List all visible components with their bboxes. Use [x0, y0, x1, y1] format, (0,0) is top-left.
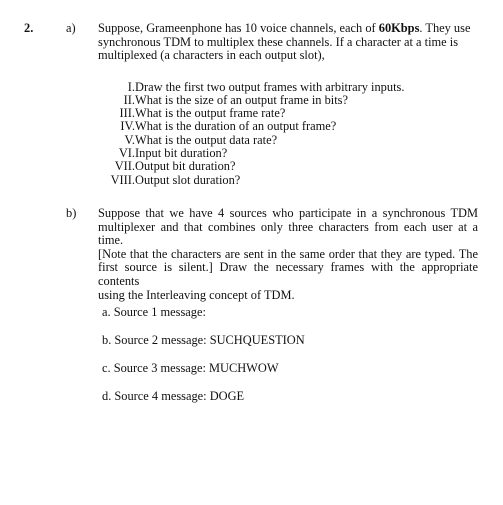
roman-numeral: VIII. [110, 173, 135, 187]
source-2-message: b. Source 2 message: SUCHQUESTION [102, 333, 305, 347]
question-number: 2. [24, 21, 34, 35]
roman-numeral: VI. [118, 146, 135, 160]
item-text: Draw the first two output frames with arbitrary inputs. [135, 80, 405, 94]
part-a-line-1: Suppose, Grameenphone has 10 voice channels, each of 60Kbps. They use [98, 21, 471, 35]
roman-numeral: II. [123, 93, 135, 107]
roman-numeral: I. [127, 80, 135, 94]
part-b-line-4: first source is silent.] Draw the necessary frames with the appropriate contents [98, 260, 478, 288]
source-4-message: d. Source 4 message: DOGE [102, 389, 245, 403]
item-text: Input bit duration? [135, 146, 228, 160]
item-text: What is the duration of an output frame? [135, 119, 337, 133]
part-b-label: b) [66, 206, 77, 220]
item-text: What is the output frame rate? [135, 106, 286, 120]
roman-numeral: V. [124, 133, 135, 147]
item-text: What is the size of an output frame in bits? [135, 93, 348, 107]
item-text: Output bit duration? [135, 159, 236, 173]
part-b-line-2: multiplexer and that combines only three characters from each user at a time. [98, 219, 478, 248]
part-a-paragraph [98, 22, 478, 63]
part-b-line-1: Suppose that we have 4 sources who participate in a synchronous TDM [98, 206, 478, 220]
part-a-line-2: synchronous TDM to multiplex these channels. If a character at a time is [98, 34, 459, 49]
item-text: What is the output data rate? [135, 133, 278, 147]
item-text: Output slot duration? [135, 173, 241, 187]
roman-numeral: VII. [114, 159, 135, 173]
source-1-message: a. Source 1 message: [102, 305, 206, 319]
roman-numeral: IV. [120, 119, 135, 133]
part-b-line-5: using the Interleaving concept of TDM. [98, 287, 295, 302]
part-b-paragraph [98, 207, 478, 302]
part-a-line-3: multiplexed (a characters in each output slot), [98, 48, 325, 63]
roman-numeral: III. [119, 106, 135, 120]
part-b-line-3: [Note that the characters are sent in the same order that they are typed. The [98, 246, 478, 261]
source-3-message: c. Source 3 message: MUCHWOW [102, 361, 279, 375]
part-a-label: a) [66, 21, 76, 35]
rate-value: 60Kbps [378, 21, 420, 35]
